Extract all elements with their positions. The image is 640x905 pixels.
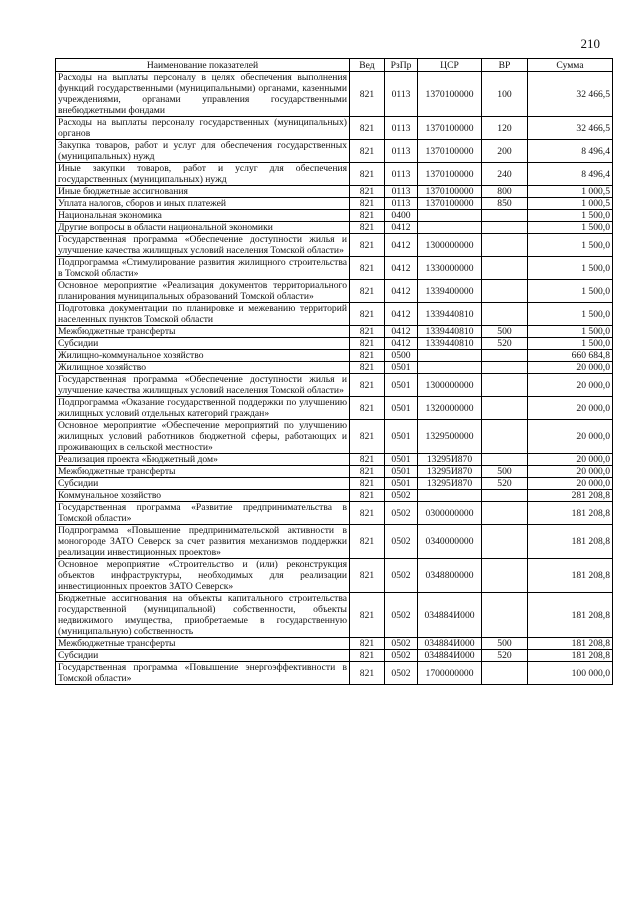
- cell-name: Подпрограмма «Стимулирование развития жилищного строительства в Томской области»: [56, 257, 350, 280]
- cell-rzpr: 0412: [385, 280, 418, 303]
- cell-sum: 32 466,5: [528, 72, 613, 117]
- cell-vr: 520: [482, 650, 528, 662]
- cell-rzpr: 0412: [385, 326, 418, 338]
- cell-rzpr: 0502: [385, 650, 418, 662]
- cell-vr: 240: [482, 163, 528, 186]
- cell-csr: 1370100000: [418, 186, 482, 198]
- cell-rzpr: 0501: [385, 478, 418, 490]
- cell-csr: 0348800000: [418, 559, 482, 593]
- table-row: [56, 662, 613, 685]
- cell-rzpr: 0113: [385, 117, 418, 140]
- cell-name: Основное мероприятие «Реализация документов территориального планирования муниципальных образований Томской области»: [56, 280, 350, 303]
- cell-ved: 821: [350, 140, 385, 163]
- table-row: [56, 326, 613, 338]
- cell-ved: 821: [350, 559, 385, 593]
- cell-name: Межбюджетные трансферты: [56, 466, 350, 478]
- cell-vr: [482, 303, 528, 326]
- cell-sum: 32 466,5: [528, 117, 613, 140]
- cell-ved: 821: [350, 72, 385, 117]
- cell-name: Другие вопросы в области национальной экономики: [56, 222, 350, 234]
- cell-ved: 821: [350, 454, 385, 466]
- cell-sum: 181 208,8: [528, 650, 613, 662]
- header-sum: Сумма: [528, 59, 613, 72]
- cell-rzpr: 0113: [385, 163, 418, 186]
- cell-sum: 660 684,8: [528, 350, 613, 362]
- cell-csr: 1330000000: [418, 257, 482, 280]
- cell-ved: 821: [350, 478, 385, 490]
- cell-vr: 520: [482, 338, 528, 350]
- cell-ved: 821: [350, 350, 385, 362]
- table-row: [56, 350, 613, 362]
- table-row: [56, 374, 613, 397]
- table-row: [56, 210, 613, 222]
- cell-name: Жилищно-коммунальное хозяйство: [56, 350, 350, 362]
- cell-csr: 1329500000: [418, 420, 482, 454]
- cell-ved: 821: [350, 186, 385, 198]
- cell-vr: [482, 280, 528, 303]
- cell-name: Уплата налогов, сборов и иных платежей: [56, 198, 350, 210]
- cell-csr: 1370100000: [418, 72, 482, 117]
- cell-name: Жилищное хозяйство: [56, 362, 350, 374]
- cell-name: Иные бюджетные ассигнования: [56, 186, 350, 198]
- cell-ved: 821: [350, 638, 385, 650]
- cell-vr: 100: [482, 72, 528, 117]
- cell-name: Государственная программа «Обеспечение доступности жилья и улучшение качества жилищных условий населения Томской области»: [56, 234, 350, 257]
- cell-rzpr: 0113: [385, 72, 418, 117]
- cell-ved: 821: [350, 338, 385, 350]
- table-row: [56, 525, 613, 559]
- cell-name: Закупка товаров, работ и услуг для обеспечения государственных (муниципальных) нужд: [56, 140, 350, 163]
- cell-sum: 20 000,0: [528, 397, 613, 420]
- cell-vr: [482, 234, 528, 257]
- cell-rzpr: 0501: [385, 466, 418, 478]
- cell-rzpr: 0502: [385, 638, 418, 650]
- cell-vr: [482, 350, 528, 362]
- table-row: [56, 117, 613, 140]
- cell-csr: 0340000000: [418, 525, 482, 559]
- cell-ved: 821: [350, 662, 385, 685]
- cell-rzpr: 0502: [385, 525, 418, 559]
- cell-ved: 821: [350, 303, 385, 326]
- header-name: Наименование показателей: [56, 59, 350, 72]
- cell-ved: 821: [350, 257, 385, 280]
- cell-vr: [482, 397, 528, 420]
- cell-rzpr: 0501: [385, 397, 418, 420]
- cell-rzpr: 0412: [385, 338, 418, 350]
- cell-name: Межбюджетные трансферты: [56, 638, 350, 650]
- cell-ved: 821: [350, 502, 385, 525]
- cell-rzpr: 0412: [385, 303, 418, 326]
- cell-vr: [482, 454, 528, 466]
- cell-rzpr: 0412: [385, 222, 418, 234]
- cell-csr: [418, 490, 482, 502]
- cell-vr: [482, 362, 528, 374]
- cell-sum: 1 500,0: [528, 222, 613, 234]
- cell-rzpr: 0113: [385, 186, 418, 198]
- cell-ved: 821: [350, 280, 385, 303]
- cell-csr: 1370100000: [418, 163, 482, 186]
- cell-sum: 1 500,0: [528, 234, 613, 257]
- table-row: [56, 234, 613, 257]
- cell-vr: [482, 662, 528, 685]
- cell-ved: 821: [350, 163, 385, 186]
- cell-name: Подпрограмма «Повышение предпринимательской активности в моногороде ЗАТО Северск за счет развития механизмов поддержки реализации инвестиционных проектов»: [56, 525, 350, 559]
- header-vr: ВР: [482, 59, 528, 72]
- cell-csr: [418, 350, 482, 362]
- table-row: [56, 397, 613, 420]
- cell-name: Бюджетные ассигнования на объекты капитального строительства государственной (муниципальной) собственности, объекты недвижимого имущества, приобретаемые в государственную (муниципальную) собственность: [56, 593, 350, 638]
- cell-name: Государственная программа «Обеспечение доступности жилья и улучшение качества жилищных условий населения Томской области»: [56, 374, 350, 397]
- cell-ved: 821: [350, 362, 385, 374]
- cell-rzpr: 0412: [385, 234, 418, 257]
- cell-rzpr: 0501: [385, 454, 418, 466]
- cell-ved: 821: [350, 234, 385, 257]
- cell-csr: 1370100000: [418, 117, 482, 140]
- cell-csr: 1370100000: [418, 198, 482, 210]
- cell-vr: 500: [482, 466, 528, 478]
- cell-sum: 1 000,5: [528, 186, 613, 198]
- cell-rzpr: 0400: [385, 210, 418, 222]
- cell-sum: 20 000,0: [528, 374, 613, 397]
- cell-csr: 0300000000: [418, 502, 482, 525]
- cell-vr: [482, 490, 528, 502]
- table-row: [56, 163, 613, 186]
- cell-ved: 821: [350, 326, 385, 338]
- cell-ved: 821: [350, 650, 385, 662]
- cell-csr: 1300000000: [418, 374, 482, 397]
- cell-vr: [482, 502, 528, 525]
- cell-vr: 850: [482, 198, 528, 210]
- cell-sum: 20 000,0: [528, 466, 613, 478]
- table-row: [56, 338, 613, 350]
- cell-sum: 181 208,8: [528, 559, 613, 593]
- cell-sum: 1 000,5: [528, 198, 613, 210]
- cell-csr: 13295И870: [418, 454, 482, 466]
- cell-vr: [482, 525, 528, 559]
- cell-ved: 821: [350, 222, 385, 234]
- cell-sum: 1 500,0: [528, 303, 613, 326]
- cell-name: Коммунальное хозяйство: [56, 490, 350, 502]
- table-row: [56, 362, 613, 374]
- cell-sum: 20 000,0: [528, 454, 613, 466]
- cell-name: Подготовка документации по планировке и межеванию территорий населенных пунктов Томской области: [56, 303, 350, 326]
- cell-ved: 821: [350, 210, 385, 222]
- cell-vr: [482, 420, 528, 454]
- cell-rzpr: 0502: [385, 559, 418, 593]
- cell-sum: 1 500,0: [528, 338, 613, 350]
- cell-csr: 13295И870: [418, 466, 482, 478]
- cell-sum: 1 500,0: [528, 210, 613, 222]
- table-row: [56, 650, 613, 662]
- cell-ved: 821: [350, 397, 385, 420]
- cell-csr: 1370100000: [418, 140, 482, 163]
- cell-vr: [482, 593, 528, 638]
- cell-name: Государственная программа «Развитие предпринимательства в Томской области»: [56, 502, 350, 525]
- cell-name: Субсидии: [56, 478, 350, 490]
- cell-vr: 500: [482, 638, 528, 650]
- table-row: [56, 186, 613, 198]
- table-header-row: [56, 59, 613, 72]
- cell-vr: 800: [482, 186, 528, 198]
- cell-vr: [482, 559, 528, 593]
- cell-name: Национальная экономика: [56, 210, 350, 222]
- cell-ved: 821: [350, 490, 385, 502]
- cell-csr: 1700000000: [418, 662, 482, 685]
- cell-csr: [418, 222, 482, 234]
- cell-name: Основное мероприятие «Строительство и (или) реконструкция объектов инфраструктуры, необходимых для реализации инвестиционных проектов ЗАТО Северск»: [56, 559, 350, 593]
- cell-csr: 1339440810: [418, 338, 482, 350]
- table-row: [56, 72, 613, 117]
- cell-vr: 520: [482, 478, 528, 490]
- cell-name: Реализация проекта «Бюджетный дом»: [56, 454, 350, 466]
- cell-rzpr: 0501: [385, 420, 418, 454]
- table-row: [56, 222, 613, 234]
- cell-sum: 1 500,0: [528, 326, 613, 338]
- cell-csr: 1339440810: [418, 326, 482, 338]
- cell-name: Расходы на выплаты персоналу государственных (муниципальных) органов: [56, 117, 350, 140]
- header-csr: ЦСР: [418, 59, 482, 72]
- cell-rzpr: 0502: [385, 490, 418, 502]
- cell-csr: [418, 210, 482, 222]
- cell-rzpr: 0502: [385, 502, 418, 525]
- cell-name: Субсидии: [56, 338, 350, 350]
- cell-ved: 821: [350, 525, 385, 559]
- table-row: [56, 140, 613, 163]
- cell-name: Расходы на выплаты персоналу в целях обеспечения выполнения функций государственными (муниципальными) органами, казенными учреждениями, органами управления государственными внебюджетными фондами: [56, 72, 350, 117]
- cell-rzpr: 0501: [385, 374, 418, 397]
- cell-vr: 500: [482, 326, 528, 338]
- cell-name: Основное мероприятие «Обеспечение мероприятий по улучшению жилищных условий работников бюджетной сферы, работающих и проживающих в сельской местности»: [56, 420, 350, 454]
- table-row: [56, 466, 613, 478]
- cell-csr: 1339440810: [418, 303, 482, 326]
- cell-sum: 8 496,4: [528, 163, 613, 186]
- cell-sum: 20 000,0: [528, 478, 613, 490]
- table-row: [56, 257, 613, 280]
- table-row: [56, 502, 613, 525]
- table-row: [56, 198, 613, 210]
- table-row: [56, 420, 613, 454]
- cell-name: Подпрограмма «Оказание государственной поддержки по улучшению жилищных условий отдельных категорий граждан»: [56, 397, 350, 420]
- cell-csr: 1320000000: [418, 397, 482, 420]
- cell-csr: [418, 362, 482, 374]
- cell-name: Субсидии: [56, 650, 350, 662]
- cell-vr: 120: [482, 117, 528, 140]
- cell-csr: 034884И000: [418, 593, 482, 638]
- cell-csr: 1300000000: [418, 234, 482, 257]
- cell-csr: 034884И000: [418, 650, 482, 662]
- cell-vr: [482, 210, 528, 222]
- cell-name: Государственная программа «Повышение энергоэффективности в Томской области»: [56, 662, 350, 685]
- cell-ved: 821: [350, 374, 385, 397]
- cell-name: Межбюджетные трансферты: [56, 326, 350, 338]
- table-row: [56, 638, 613, 650]
- cell-sum: 181 208,8: [528, 525, 613, 559]
- table-row: [56, 454, 613, 466]
- cell-sum: 20 000,0: [528, 362, 613, 374]
- cell-sum: 181 208,8: [528, 638, 613, 650]
- cell-rzpr: 0501: [385, 362, 418, 374]
- table-row: [56, 303, 613, 326]
- cell-sum: 281 208,8: [528, 490, 613, 502]
- header-ved: Вед: [350, 59, 385, 72]
- cell-vr: 200: [482, 140, 528, 163]
- cell-sum: 20 000,0: [528, 420, 613, 454]
- budget-table: [55, 58, 613, 685]
- cell-ved: 821: [350, 198, 385, 210]
- cell-rzpr: 0113: [385, 140, 418, 163]
- cell-rzpr: 0502: [385, 662, 418, 685]
- page-number: 210: [580, 36, 600, 51]
- table-row: [56, 490, 613, 502]
- cell-rzpr: 0502: [385, 593, 418, 638]
- table-row: [56, 478, 613, 490]
- cell-vr: [482, 257, 528, 280]
- cell-rzpr: 0500: [385, 350, 418, 362]
- table-row: [56, 593, 613, 638]
- cell-sum: 1 500,0: [528, 257, 613, 280]
- cell-ved: 821: [350, 117, 385, 140]
- cell-csr: 13295И870: [418, 478, 482, 490]
- cell-ved: 821: [350, 466, 385, 478]
- cell-sum: 181 208,8: [528, 502, 613, 525]
- cell-csr: 1339400000: [418, 280, 482, 303]
- cell-name: Иные закупки товаров, работ и услуг для обеспечения государственных (муниципальных) нужд: [56, 163, 350, 186]
- cell-csr: 034884И000: [418, 638, 482, 650]
- header-rzpr: РзПр: [385, 59, 418, 72]
- cell-rzpr: 0113: [385, 198, 418, 210]
- cell-sum: 1 500,0: [528, 280, 613, 303]
- cell-rzpr: 0412: [385, 257, 418, 280]
- cell-vr: [482, 374, 528, 397]
- cell-sum: 181 208,8: [528, 593, 613, 638]
- cell-ved: 821: [350, 420, 385, 454]
- table-row: [56, 280, 613, 303]
- table-row: [56, 559, 613, 593]
- cell-vr: [482, 222, 528, 234]
- cell-ved: 821: [350, 593, 385, 638]
- cell-sum: 100 000,0: [528, 662, 613, 685]
- cell-sum: 8 496,4: [528, 140, 613, 163]
